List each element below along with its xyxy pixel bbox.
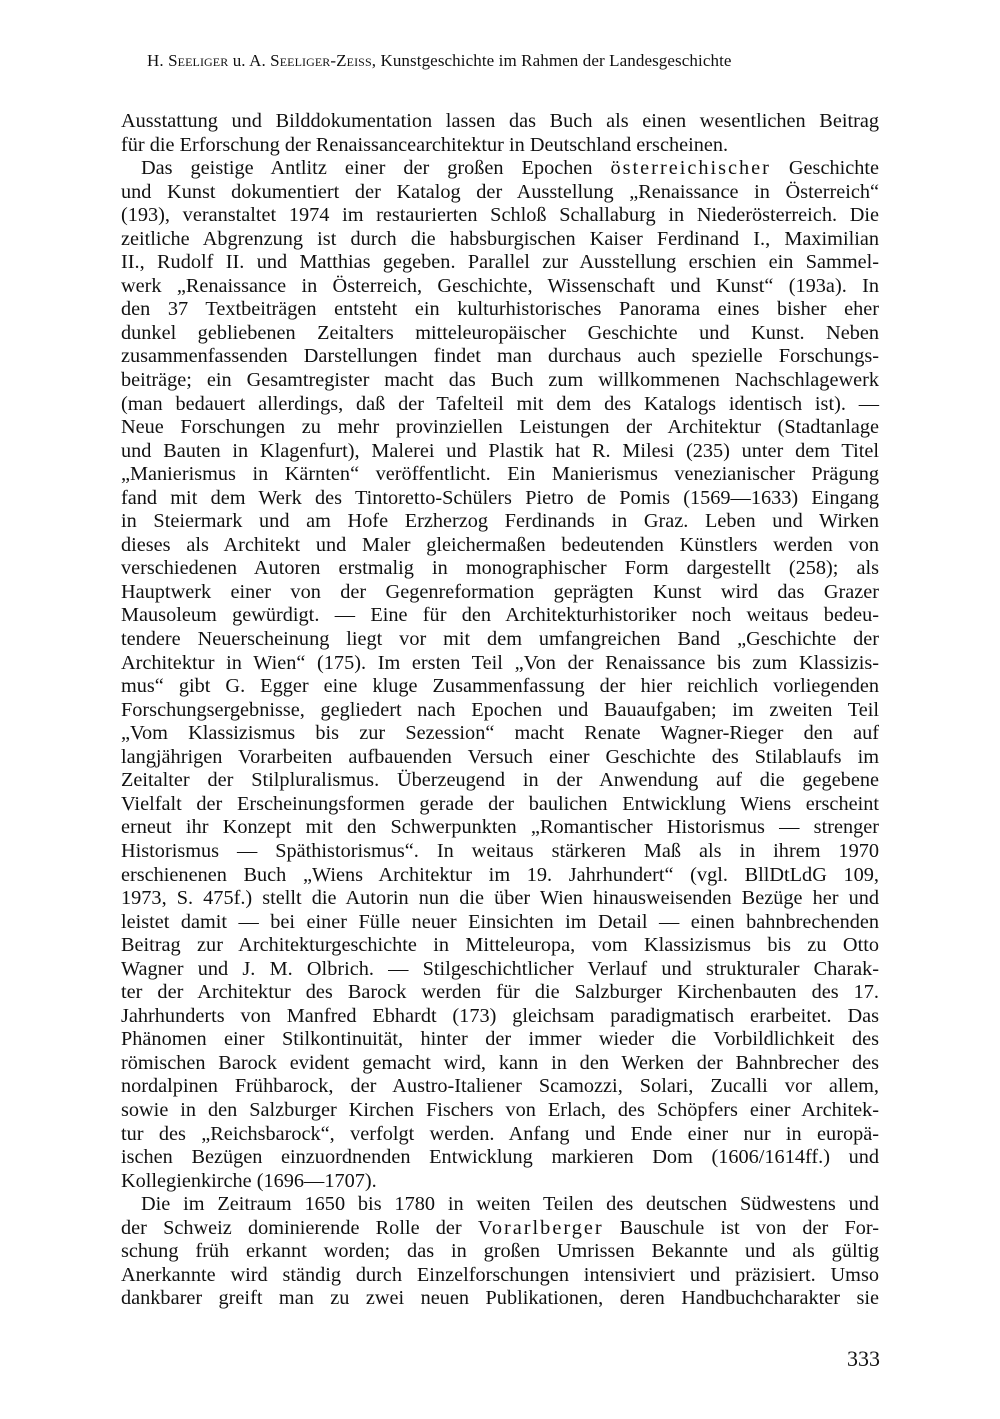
paragraph-2-line: dieses als Architekt und Maler gleichermaßen bedeutenden Künstlers werden von: [121, 533, 879, 556]
paragraph-2-line: nordalpinen Frühbarock, der Austro-Italiener Scamozzi, Solari, Zucalli vor allem,: [121, 1075, 879, 1098]
paragraph-2-line: beiträge; ein Gesamtregister macht das Buch zum willkommenen Nachschlagewerk: [121, 369, 879, 392]
body-text: [121, 110, 879, 1311]
text-run: der Schweiz dominierende Rolle der: [121, 1216, 478, 1239]
conjunction: u.: [232, 51, 246, 70]
paragraph-2-line: Hauptwerk einer von der Gegenreformation geprägten Kunst wird das Grazer: [121, 580, 879, 603]
paragraph-2-line: Forschungsergebnisse, gegliedert nach Epochen und Bauaufgaben; im zweiten Teil: [121, 698, 879, 721]
author1-initial: H.: [147, 51, 164, 70]
paragraph-3-line: [121, 1217, 879, 1241]
paragraph-2-line: „Manierismus in Kärnten“ veröffentlicht. Ein Manierismus venezianischer Prägung: [121, 463, 879, 486]
header-title: Kunstgeschichte im Rahmen der Landesgeschichte: [380, 51, 732, 70]
paragraph-2-line: 1973, S. 475f.) stellt die Autorin nun die über Wien hinausweisenden Bezüge her und: [121, 887, 879, 910]
paragraph-2-line: Phänomen einer Stilkontinuität, hinter der immer wieder die Vorbildlichkeit des: [121, 1028, 879, 1051]
paragraph-2-line: (193), veranstaltet 1974 im restaurierten Schloß Schallaburg in Niederösterreich. Die: [121, 204, 879, 227]
paragraph-2-line: zusammenfassenden Darstellungen findet man durchaus auch spezielle Forschungs-: [121, 345, 879, 368]
page-number: 333: [847, 1346, 880, 1371]
paragraph-2-line: fand mit dem Werk des Tintoretto-Schülers Pietro de Pomis (1569—1633) Eingang: [121, 486, 879, 509]
paragraph-3-lines: [121, 1240, 879, 1311]
paragraph-2-line: und Bauten in Klagenfurt), Malerei und Plastik hat R. Milesi (235) unter dem Titel: [121, 439, 879, 462]
paragraph-2-line: Jahrhunderts von Manfred Ebhardt (173) gleichsam paradigmatisch erarbeitet. Das: [121, 1004, 879, 1027]
author2-surname: Seeliger-Zeiss,: [270, 51, 377, 70]
paragraph-2-lines: [121, 181, 879, 1170]
text-run: Geschichte: [770, 157, 879, 180]
paragraph-2-line: langjährigen Vorarbeiten aufbauenden Versuch einer Geschichte des Stilablaufs im: [121, 745, 879, 768]
paragraph-2-line: in Steiermark und am Hofe Erzherzog Ferdinands in Graz. Leben und Wirken: [121, 510, 879, 533]
spaced-text: österreichischer: [610, 157, 771, 180]
paragraph-2-line: werk „Renaissance in Österreich, Geschichte, Wissenschaft und Kunst“ (193a). In: [121, 274, 879, 297]
paragraph-2-line: leistet damit — bei einer Fülle neuer Einsichten im Detail — einen bahnbrechenden: [121, 910, 879, 933]
author2-initial: A.: [249, 51, 266, 70]
paragraph-2-line: ter der Architektur des Barock werden für die Salzburger Kirchenbauten des 17.: [121, 981, 879, 1004]
paragraph-2-line: sowie in den Salzburger Kirchen Fischers von Erlach, des Schöpfers einer Architek-: [121, 1098, 879, 1121]
paragraph-2-line: dunkel gebliebenen Zeitalters mitteleuropäischer Geschichte und Kunst. Neben: [121, 321, 879, 344]
paragraph-2-line: Wagner und J. M. Olbrich. — Stilgeschichtlicher Verlauf und strukturaler Charak-: [121, 957, 879, 980]
paragraph-3-line: Anerkannte wird ständig durch Einzelforschungen intensiviert und präzisiert. Umso: [121, 1263, 879, 1286]
paragraph-2-line: II., Rudolf II. und Matthias gegeben. Parallel zur Ausstellung erschien ein Sammel-: [121, 251, 879, 274]
paragraph-3-line: schung früh erkannt worden; das in großen Umrissen Bekannte und als gültig: [121, 1240, 879, 1263]
paragraph-2-line: ischen Bezügen einzuordnenden Entwicklung markieren Dom (1606/1614ff.) und: [121, 1146, 879, 1169]
paragraph-2-line: und Kunst dokumentiert der Katalog der Ausstellung „Renaissance in Österreich“: [121, 180, 879, 203]
paragraph-3-line: dankbarer greift man zu zwei neuen Publikationen, deren Handbuchcharakter sie: [121, 1287, 879, 1310]
author1-surname: Seeliger: [168, 51, 229, 70]
paragraph-2-line: Historismus — Späthistorismus“. In weitaus stärkeren Maß als in ihrem 1970: [121, 839, 879, 862]
paragraph-2-line: Neue Forschungen zu mehr provinziellen Leistungen der Architektur (Stadtanlage: [121, 416, 879, 439]
paragraph-2-line: tendere Neuerscheinung liegt vor mit dem umfangreichen Band „Geschichte der: [121, 628, 879, 651]
text-run: Das geistige Antlitz einer der großen Epochen: [141, 157, 611, 180]
paragraph-2-line: Beitrag zur Architekturgeschichte in Mitteleuropa, vom Klassizismus bis zu Otto: [121, 934, 879, 957]
paragraph-2-line: Vielfalt der Erscheinungsformen gerade der baulichen Entwicklung Wiens erscheint: [121, 792, 879, 815]
paragraph-2-first-line: [121, 157, 879, 181]
paragraph-2-last-line: Kollegienkirche (1696—1707).: [121, 1169, 377, 1192]
paragraph-3-first-line: Die im Zeitraum 1650 bis 1780 in weiten Teilen des deutschen Südwestens und: [141, 1193, 879, 1216]
running-header: [147, 50, 867, 72]
paragraph-2-line: „Vom Klassizismus bis zur Sezession“ macht Renate Wagner-Rieger den auf: [121, 722, 879, 745]
paragraph-2-line: tur des „Reichsbarock“, verfolgt werden. Anfang und Ende einer nur in europä-: [121, 1122, 879, 1145]
paragraph-2-line: Architektur in Wien“ (175). Im ersten Teil „Von der Renaissance bis zum Klassizis-: [121, 651, 879, 674]
paragraph-2-line: römischen Barock evident gemacht wird, kann in den Werken der Bahnbrecher des: [121, 1051, 879, 1074]
paragraph-2-line: (man bedauert allerdings, daß der Tafelteil mit dem des Katalogs identisch ist). —: [121, 392, 879, 415]
paragraph-2-line: Zeitalter der Stilpluralismus. Überzeugend in der Anwendung auf die gegebene: [121, 769, 879, 792]
paragraph-2-line: erschienenen Buch „Wiens Architektur im 19. Jahrhundert“ (vgl. BllDtLdG 109,: [121, 863, 879, 886]
spaced-text: Vorarlberger: [477, 1216, 604, 1239]
text-run: Bauschule ist von der For-: [603, 1216, 879, 1239]
paragraph-2-line: erneut ihr Konzept mit den Schwerpunkten „Romantischer Historismus — strenger: [121, 816, 879, 839]
paragraph-2-line: Mausoleum gewürdigt. — Eine für den Architekturhistoriker noch weitaus bedeu-: [121, 604, 879, 627]
paragraph-1-line: für die Erforschung der Renaissancearchitektur in Deutschland erscheinen.: [121, 133, 729, 156]
paragraph-2-line: den 37 Textbeiträgen entsteht ein kulturhistorisches Panorama eines bisher eher: [121, 298, 879, 321]
paragraph-2-line: zeitliche Abgrenzung ist durch die habsburgischen Kaiser Ferdinand I., Maximilian: [121, 227, 879, 250]
paragraph-2-line: mus“ gibt G. Egger eine kluge Zusammenfassung der hier reichlich vorliegenden: [121, 675, 879, 698]
paragraph-1-line: Ausstattung und Bilddokumentation lassen das Buch als einen wesentlichen Beitrag: [121, 110, 879, 132]
paragraph-2-line: verschiedenen Autoren erstmalig in monographischer Form dargestellt (258); als: [121, 557, 879, 580]
